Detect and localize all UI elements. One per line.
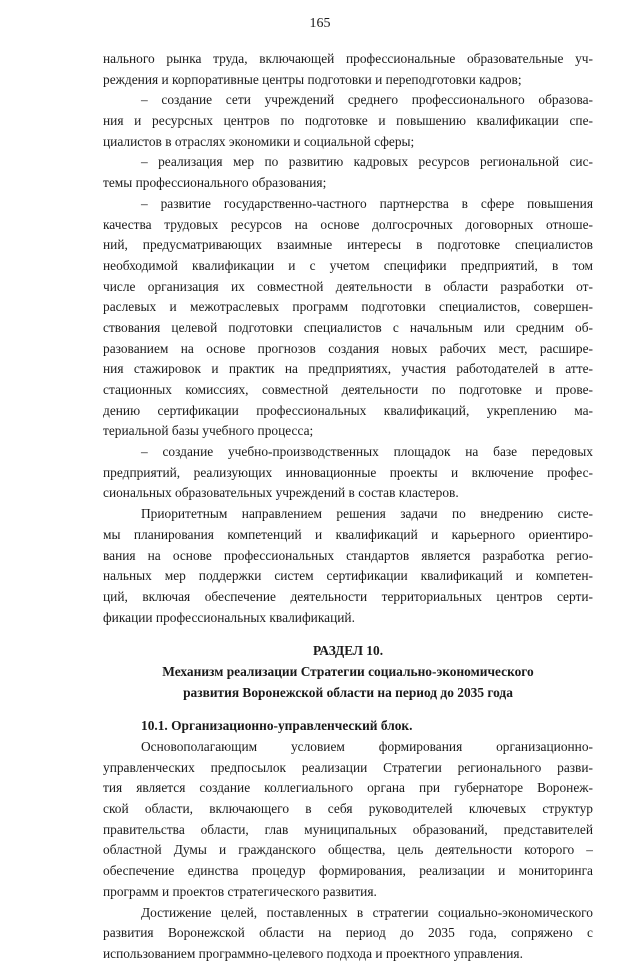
text-line: Приоритетным направлением решения задачи по внедрению систе- [141,506,593,522]
text-line: темы профессионального образования; [103,175,327,191]
text-line: раслевых и межотраслевых программ подготовки специалистов, совершен- [103,299,593,315]
text-line: числе организация их совместной деятельности в области разработки от- [103,278,593,294]
text-line: – создание учебно-производственных площадок на базе передовых [141,444,593,460]
text-line: программ и проектов стратегического развития. [103,883,377,899]
text-line: областной Думы и гражданского общества, цель деятельности которого – [103,842,593,858]
text-line: необходимой квалификации и с учетом специфики предприятий, в том [103,257,593,273]
text-line: териальной базы учебного процесса; [103,423,314,439]
text-line: фикации профессиональных квалификаций. [103,609,355,625]
text-line: ния и ресурсных центров по подготовке и повышению квалификации спе- [103,113,593,129]
paragraph [103,737,593,903]
paragraph [103,504,593,628]
paragraph [103,903,593,965]
text-line: ской области, включающего в себя руководителей ключевых структур [103,801,593,817]
paragraph [103,49,593,90]
text-line: – создание сети учреждений среднего профессионального образова- [141,92,593,108]
text-line: правительства области, глав муниципальных образований, представителей [103,821,593,837]
text-line: – реализация мер по развитию кадровых ресурсов региональной сис- [141,154,593,170]
text-line: ствования целевой подготовки специалистов с начальным или средним об- [103,319,593,335]
list-item [103,442,593,504]
text-line: нальных мер поддержки систем сертификации квалификаций и компетен- [103,568,593,584]
list-item [103,90,593,152]
text-line: ния стажировок и практик на предприятиях, участия работодателей в атте- [103,361,593,377]
text-line: использованием программно-целевого подхода и проектного управления. [103,945,523,961]
text-line: разованием на основе прогнозов создания новых рабочих мест, расшире- [103,340,593,356]
text-line: развития Воронежской области на период до 2035 года, сопряжено с [103,925,593,941]
text-line: вания на основе профессиональных стандартов является разработка регио- [103,547,593,563]
subsection-heading [103,716,593,737]
text-line: дению сертификации профессиональных квалификаций, укреплению ма- [103,402,593,418]
text-line: предприятий, реализующих инновационные проекты и включение профес- [103,464,593,480]
text-line: качества трудовых ресурсов на основе долгосрочных договорных отноше- [103,216,593,232]
list-item [103,194,593,442]
section-gap [103,628,593,641]
text-line: циалистов в отраслях экономики и социальной сферы; [103,133,415,149]
text-line: нального рынка труда, включающей профессиональные образовательные уч- [103,51,593,66]
text-line: стационных комиссиях, совместной деятельности по подготовке и прове- [103,382,593,397]
page-number: 165 [309,16,331,31]
section-gap [103,703,593,716]
text-line: – развитие государственно-частного партнерства в сфере повышения [141,195,593,211]
text-line: управленческих предпосылок реализации Стратегии регионального разви- [103,759,593,775]
text-line: Основополагающим условием формирования организационно- [141,739,593,754]
section-title [103,641,593,703]
text-line: 10.1. Организационно-управленческий блок. [141,718,413,734]
text-line: тия является создание коллегиального органа при губернаторе Воронеж- [103,780,593,796]
text-line: обеспечение единства процедур формирования, реализации и мониторинга [103,863,593,879]
text-line: реждения и корпоративные центры подготовки и переподготовки кадров; [103,71,522,87]
text-line: РАЗДЕЛ 10. [312,643,384,659]
text-line: мы планирования компетенций и квалификаций и карьерного ориентиро- [103,526,593,542]
text-line: развития Воронежской области на период до 2035 года [183,684,513,700]
text-line: Механизм реализации Стратегии социально-экономического [162,663,534,679]
text-line: ций, включая обеспечение деятельности территориальных центров серти- [103,588,593,604]
text-line: сиональных образовательных учреждений в состав кластеров. [103,485,459,501]
list-item [103,152,593,193]
text-line: Достижение целей, поставленных в стратегии социально-экономического [141,904,593,920]
text-line: ний, предусматривающих взаимные интересы в подготовке специалистов [103,237,593,253]
document-body [103,49,593,965]
